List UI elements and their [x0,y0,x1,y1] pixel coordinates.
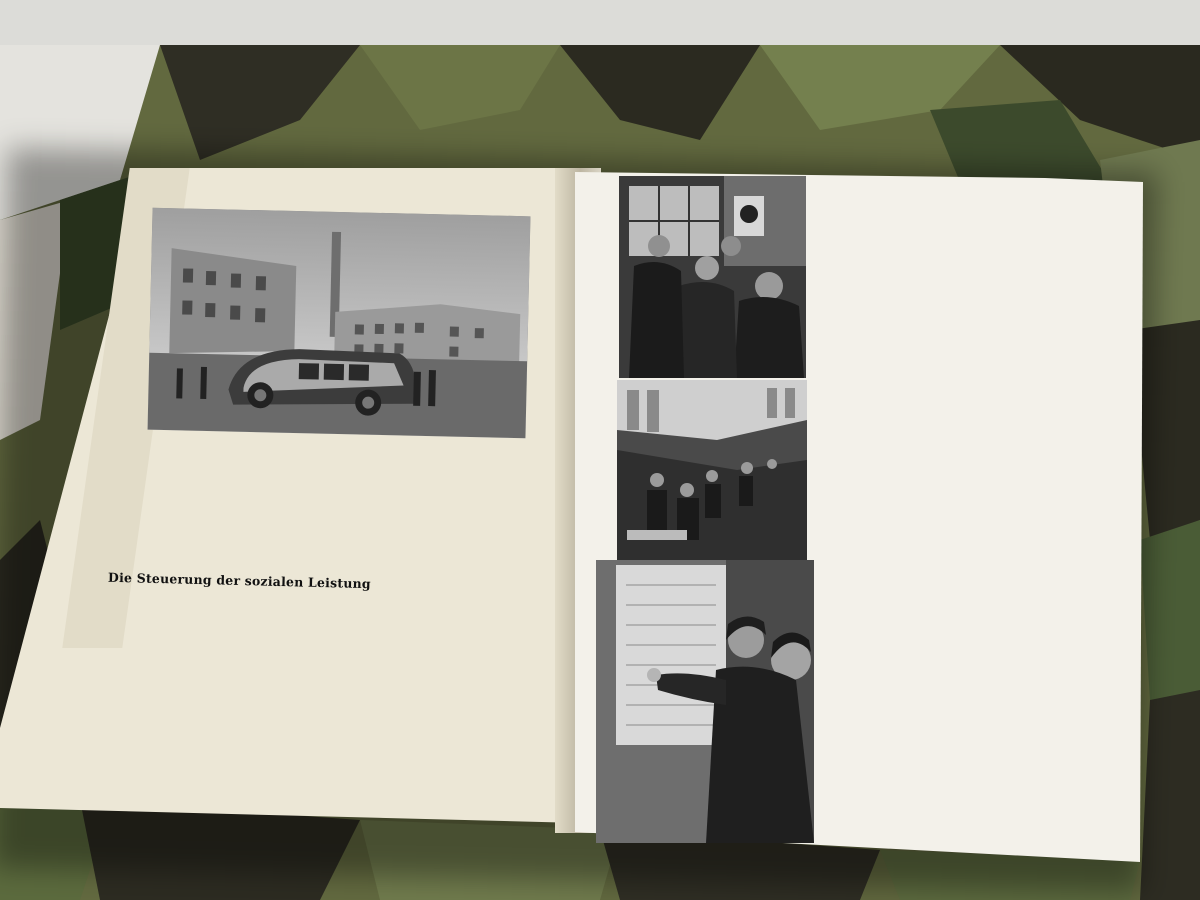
photo-factory-bus [148,208,531,439]
photo-workers-talking-image [619,176,806,378]
photo-workers-talking [619,176,806,378]
photo-office-hall-image [617,380,807,560]
photo-apprentice-board-image [596,560,814,843]
section-heading: Die Steuerung der sozialen Leistung [107,569,372,592]
photo-factory-bus-image [148,208,531,439]
photo-apprentice-board [596,560,814,843]
photo-office-hall [617,380,807,560]
